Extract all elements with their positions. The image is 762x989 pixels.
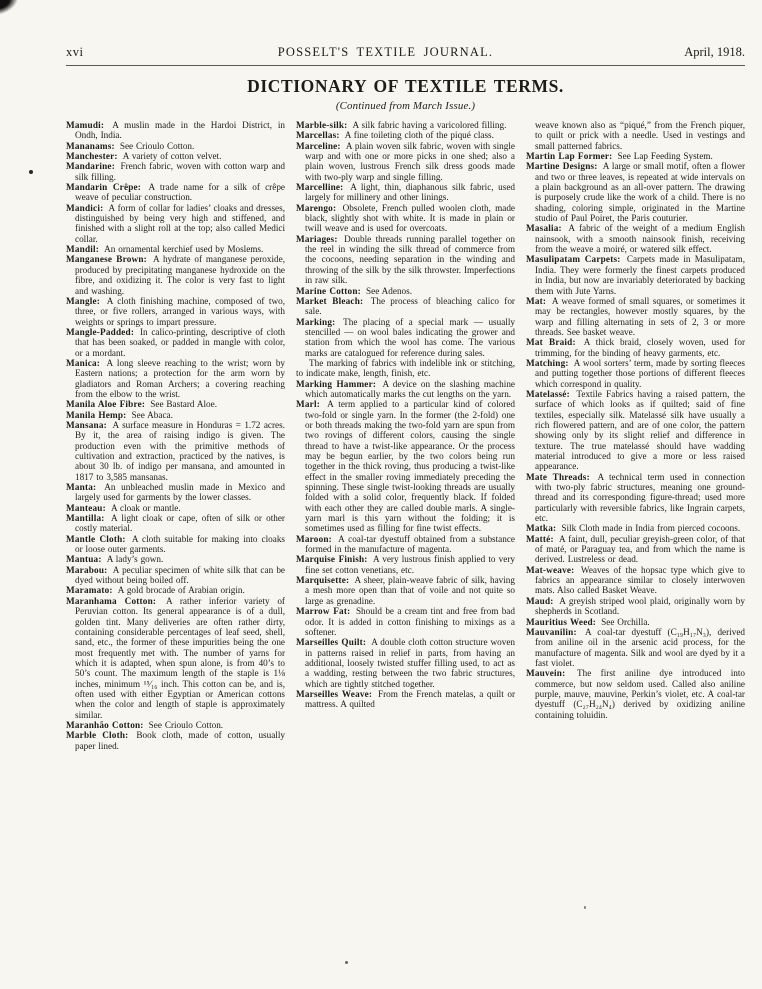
entry-definition: A cloth suitable for making into cloaks or loose outer garments.	[75, 533, 286, 555]
entry-term: Mandici:	[66, 202, 107, 213]
dictionary-entry	[296, 399, 515, 533]
text-column-3	[526, 120, 745, 751]
entry-term: Mauvein:	[526, 668, 575, 679]
dictionary-entry	[66, 203, 285, 244]
entry-term: Mansana:	[66, 419, 111, 430]
entry-definition: A light, thin, diaphanous silk fabric, used largely for millinery and other linings.	[305, 182, 515, 203]
entry-term: Manila Aloe Fibre:	[66, 399, 149, 410]
entry-term: Marble-silk:	[296, 120, 351, 130]
dictionary-entry	[296, 141, 515, 182]
dictionary-entry	[526, 296, 745, 337]
dictionary-entry	[526, 617, 745, 627]
dictionary-entry	[296, 534, 515, 555]
dictionary-entry	[66, 358, 285, 399]
entry-definition: A cloak or mantle.	[110, 502, 181, 513]
entry-definition: Weaves of the hopsac type which give to fabrics an appearance similar to closely interwoven mats. Also called Basket Weave.	[535, 564, 745, 596]
entry-definition: A muslin made in the Hardoi District, in Ondh, India.	[75, 120, 286, 141]
entry-term: Marseilles Weave:	[296, 688, 376, 699]
entry-term: Mandarin Crêpe:	[66, 182, 147, 193]
dictionary-entry	[296, 689, 515, 710]
entry-term: Mandarine:	[66, 161, 119, 172]
text-column-2	[296, 120, 515, 751]
entry-definition: See Crioulo Cotton.	[119, 140, 195, 151]
entry-term: Mate Threads:	[526, 471, 596, 482]
entry-definition: A double cloth cotton structure woven in patterns raised in relief in parts, from having an additional, loosely twisted stuffer filling used, to act as a wadding, resting between the two fabric structures, which are tightly stitched together.	[305, 637, 515, 689]
entry-definition: A long sleeve reaching to the wrist; worn by Eastern nations; a protection for the arm worn by gladiators and Roman Archers; a covering reaching from the elbow to the wrist.	[75, 357, 286, 399]
entry-definition: A gold brocade of Arabian origin.	[117, 585, 245, 596]
entry-term: Marquise Finish:	[296, 554, 371, 565]
dictionary-entry	[66, 399, 285, 409]
entry-term: Martine Designs:	[526, 161, 601, 172]
entry-definition: Should be a cream tint and free from bad odor. It is added in cotton finishing to mixings as a softener.	[305, 606, 515, 637]
entry-definition: An ornamental kerchief used by Moslems.	[104, 244, 264, 255]
entry-definition: Silk Cloth made in India from pierced cocoons.	[561, 523, 741, 534]
entry-definition: A thick braid, closely woven, used for trimming, for the binding of heavy garments, etc.	[535, 337, 746, 358]
entry-definition: A large or small motif, often a flower and two or three leaves, is repeated at wide intervals on a plain background as an all-over pattern. The drawing is purposely crude like the work of a child. There is no shading, coloring simple, originated in the Martine studio of Paul Poiret, the Paris couturier.	[535, 161, 745, 224]
entry-term: Mandil:	[66, 244, 103, 255]
dictionary-entry	[526, 358, 745, 389]
entry-term: Matching:	[526, 357, 572, 368]
dictionary-entry	[526, 254, 745, 295]
entry-definition: Carpets made in Masulipatam, India. They were formerly the finest carpets produced in India, but now are invariably deteriorated by backing them with Jute Yarns.	[535, 254, 745, 296]
entry-term: Matka:	[526, 523, 560, 534]
entry-definition: A coal-tar dyestuff obtained from a substance formed in the manufacture of magenta.	[305, 533, 516, 555]
entry-definition: Book cloth, made of cotton, usually paper lined.	[75, 730, 285, 751]
scan-artifact	[345, 961, 348, 964]
entry-term: Mantle Cloth:	[66, 533, 130, 544]
entry-definition: A very lustrous finish applied to very fine set cotton venetians, etc.	[305, 554, 515, 575]
entry-term: Marquisette:	[296, 575, 353, 586]
dictionary-entry	[66, 420, 285, 482]
dictionary-entry	[296, 296, 515, 317]
entry-term: Martin Lap Former:	[526, 151, 616, 162]
entry-definition: See Bastard Aloe.	[150, 399, 218, 410]
dictionary-entry	[66, 730, 285, 751]
entry-term: Masalia:	[526, 223, 567, 234]
entry-term: Mariages:	[296, 233, 343, 244]
dictionary-entry	[526, 161, 745, 223]
dictionary-entry	[296, 554, 515, 575]
entry-term: Marengo:	[296, 202, 341, 213]
entry-definition: Obsolete, French pulled woolen cloth, made black, slightly shot with white. It is made in plain or twill weave and is used for overcoats.	[305, 202, 515, 234]
scan-artifact	[584, 906, 586, 909]
entry-definition: An unbleached muslin made in Mexico and largely used for garments by the lower classes.	[75, 482, 285, 503]
entry-term: Marble Cloth:	[66, 730, 135, 741]
entry-definition: A variety of cotton velvet.	[122, 151, 222, 162]
dictionary-entry	[66, 565, 285, 586]
dictionary-entry	[526, 627, 745, 668]
dictionary-entry	[66, 482, 285, 503]
dictionary-entry	[66, 596, 285, 720]
entry-definition: Double threads running parallel together on the reel in winding the silk thread of commerce from the cocoons, needing separation in the winding and throwing of the silk by the silk throwster. Imperfections in raw silk.	[305, 233, 515, 286]
dictionary-entry	[296, 203, 515, 234]
dictionary-entry	[296, 120, 515, 130]
dictionary-entry	[296, 182, 515, 203]
entry-term: Manganese Brown:	[66, 254, 151, 265]
entry-definition: A device on the slashing machine which automatically marks the cut lengths on the yarn.	[305, 378, 515, 399]
entry-term: Mauvanilin:	[526, 626, 584, 637]
entry-term: Mat-weave:	[526, 564, 579, 575]
entry-definition: A greyish striped wool plaid, originally worn by shepherds in Scotland.	[535, 595, 745, 617]
entry-term: Marrow Fat:	[296, 606, 354, 617]
dictionary-entry	[526, 389, 745, 472]
entry-definition: A coal-tar dyestuff (C₁₉H₁₇N₃), derived from aniline oil in the arsenic acid process, for the manufacture of magenta. Silk and wool are dyed by it a fast violet.	[535, 626, 746, 668]
dictionary-entry	[526, 472, 745, 524]
dictionary-entry	[66, 585, 285, 595]
dictionary-entry	[296, 130, 515, 140]
dictionary-entry	[66, 182, 285, 203]
entry-term: Marabou:	[66, 564, 111, 575]
entry-definition: The marking of fabrics with indelible ink or stitching, to indicate make, length, finish, etc.	[296, 357, 515, 379]
entry-term: Marking:	[296, 316, 342, 327]
entry-term: Marseilles Quilt:	[296, 637, 370, 648]
entry-definition: A rather inferior variety of Peruvian cotton. Its general appearance is of a dull, golden tint. Many deliveries are often rather dirty, containing considerable percentages of leaf seed, shell, sand, etc., the former of these impurities being the one most frequently met with. The number of yarns for which it is adapted, when spun alone, is from 40’s to 50’s count. The maximum length of the staple is 1⅛ inches, minimum ¹⁵⁄₁₆ inch. This cotton can be, and is, often used with either Egyptian or American cottons when the color and length of staple is approximately similar.	[75, 595, 285, 720]
dictionary-entry	[66, 327, 285, 358]
issue-date: April, 1918.	[684, 45, 745, 59]
entry-definition: A light cloak or cape, often of silk or other costly material.	[75, 513, 285, 534]
dictionary-entry	[66, 141, 285, 151]
entry-definition: The process of bleaching calico for sale.	[305, 295, 515, 317]
entry-term: Mananams:	[66, 140, 118, 151]
dictionary-entry	[526, 596, 745, 617]
dictionary-entry	[66, 161, 285, 182]
entry-definition: A trade name for a silk of crêpe weave of peculiar construction.	[75, 182, 285, 203]
entry-definition: Textile Fabrics having a raised pattern, the surface of which looks as if quilted; said of fine textiles, especially silk. Matelassé silk have usually a rich flowered pattern, and are of one color, the pattern showing only by its slight relief and difference in texture. The true matelassé should have wadding material introduced to give a more or less raised appearance.	[535, 388, 746, 472]
entry-term: Matelassé:	[526, 388, 575, 399]
entry-definition: A wool sorters’ term, made by sorting fleeces and putting together those portions of different fleeces which correspond in quality.	[535, 357, 745, 389]
dictionary-entry	[296, 317, 515, 358]
dictionary-entry	[296, 234, 515, 286]
dictionary-entry	[296, 637, 515, 689]
entry-term: Marceline:	[296, 140, 344, 151]
dictionary-entry	[66, 513, 285, 534]
dictionary-entry	[66, 534, 285, 555]
entry-definition: A form of collar for ladies’ cloaks and dresses, distinguished by being very high and stiffened, and finished with a slight roll at the top; also called Medici collar.	[75, 202, 285, 244]
scan-artifact	[29, 170, 33, 174]
entry-term: Mangle:	[66, 295, 105, 306]
entry-definition: weave known also as “piqué,” from the French piquer, to quilt or prick with a needle. Used in vestings and small patterned fabrics.	[535, 120, 745, 151]
entry-definition: A technical term used in connection with two-ply fabric structures, meaning one ground-thread and its corresponding figure-thread; used more particularly with reversible fabrics, like Ingrain carpets, etc.	[535, 471, 745, 524]
entry-definition: See Lap Feeding System.	[617, 151, 713, 162]
entry-definition: See Abaca.	[131, 409, 173, 420]
entry-term: Mantilla:	[66, 513, 109, 524]
header-rule	[66, 65, 745, 66]
entry-definition: The first aniline dye introduced into commerce, but now seldom used. Called also aniline purple, mauve, mauvine, Perkin’s violet, etc. A coal-tar dyestuff (C₂₇H₂₄N₄) derived by oxidizing aniline containing toluidin.	[535, 668, 745, 720]
entry-term: Mamudi:	[66, 120, 111, 130]
entry-definition: A lady’s gown.	[106, 554, 164, 565]
entry-definition: French fabric, woven with cotton warp and silk filling.	[75, 161, 285, 182]
dictionary-entry	[66, 254, 285, 295]
entry-term: Manta:	[66, 482, 103, 493]
dictionary-entry	[66, 554, 285, 564]
entry-definition: From the French matelas, a quilt or mattress. A quilted	[305, 688, 515, 710]
entry-term: Manila Hemp:	[66, 409, 130, 420]
dictionary-columns	[66, 120, 745, 751]
dictionary-entry	[296, 575, 515, 606]
entry-definition: A term applied to a particular kind of colored two-fold or single yarn. In the former (the 2-fold) one or both threads making the two-fold yarn are spun from two rovings of different colors, causing the single thread to have a twist-like appearance. Or the process may be begun earlier, by the two colors being run together in the thick roving, thus producing a twist-like effect in the smaller roving immediately preceding the spinning. These single twist-looking threads are usually folded with a solid color, frequently black. If folded with each other they are called double marls. A single-yarn marl is this yarn without the folding; it is sometimes used as filling for fine twist effects.	[305, 399, 516, 534]
article-title: DICTIONARY OF TEXTILE TERMS.	[247, 76, 564, 96]
dictionary-entry	[526, 565, 745, 596]
entry-term: Maramato:	[66, 585, 116, 596]
entry-definition: See Orchilla.	[601, 616, 650, 627]
dictionary-entry	[296, 286, 515, 296]
page-number: xvi	[66, 45, 84, 59]
page-header	[66, 45, 745, 60]
dictionary-entry	[66, 720, 285, 730]
dictionary-entry	[296, 606, 515, 637]
dictionary-entry	[526, 337, 745, 358]
article-subtitle: (Continued from March Issue.)	[335, 100, 476, 112]
dictionary-entry	[526, 534, 745, 565]
entry-definition: A fabric of the weight of a medium English nainsook, with a smooth nainsook finish, receiving from the weave a moiré, or watered silk effect.	[535, 223, 745, 255]
entry-definition: A cloth finishing machine, composed of two, three, or five rollers, arranged in various ways, with weights or springs to impart pressure.	[75, 295, 286, 327]
entry-definition: See Crioulo Cotton.	[148, 719, 224, 730]
entry-definition: A plain woven silk fabric, woven with single warp and with one or more picks in one shed; also a plain woven, lustrous French silk dress goods made with two-ply warp and single filling.	[305, 140, 515, 182]
entry-term: Maranhama Cotton:	[66, 595, 165, 606]
entry-definition: In calico-printing, descriptive of cloth that has been soaked, or padded in mangle with color, or a mordant.	[75, 326, 286, 358]
entry-definition: A sheer, plain-weave fabric of silk, having a mesh more open than that of voile and not quite so large as grenadine.	[305, 575, 515, 606]
entry-definition: A peculiar specimen of white silk that can be dyed without being boiled off.	[75, 564, 285, 586]
entry-term: Mat:	[526, 295, 550, 306]
entry-term: Marine Cotton:	[296, 285, 364, 296]
dictionary-entry	[66, 296, 285, 327]
entry-term: Maroon:	[296, 533, 337, 544]
text-column-1	[66, 120, 285, 751]
dictionary-entry	[526, 223, 745, 254]
dictionary-entry	[66, 503, 285, 513]
dictionary-entry	[66, 120, 285, 141]
entry-term: Masulipatam Carpets:	[526, 254, 625, 265]
entry-term: Manteau:	[66, 502, 109, 513]
entry-definition: See Adenos.	[366, 285, 413, 296]
dictionary-entry	[66, 244, 285, 254]
dictionary-entry	[526, 151, 745, 161]
entry-term: Mangle-Padded:	[66, 326, 138, 337]
dictionary-entry	[66, 410, 285, 420]
entry-term: Marcellas:	[296, 130, 343, 141]
entry-definition: A faint, dull, peculiar greyish-green color, of that of maté, or Paraguay tea, and from which the name is derived. Lustreless or dead.	[535, 533, 745, 565]
entry-term: Marking Hammer:	[296, 378, 381, 389]
entry-definition: A surface measure in Honduras = 1.72 acres. By it, the area of raising indigo is given. The production even with the primitive methods of cultivation and extraction, practiced by the natives, is about 30 lb. of indigo per mansana, and amounted in 1817 to 3,585 mansanas.	[75, 419, 285, 482]
entry-term: Matté:	[526, 533, 558, 544]
entry-term: Maranhão Cotton:	[66, 719, 147, 730]
entry-term: Manica:	[66, 357, 105, 368]
dictionary-entry	[526, 668, 745, 720]
journal-title: POSSELT'S TEXTILE JOURNAL.	[277, 45, 494, 59]
entry-term: Manchester:	[66, 151, 121, 162]
entry-definition: The placing of a special mark — usually stencilled — on wool bales indicating the grower and station from which the wool has come. The various marks are catalogued for reference during sales.	[305, 316, 516, 358]
entry-term: Mauritius Weed:	[526, 616, 600, 627]
entry-definition: A fine toileting cloth of the piqué class.	[344, 130, 494, 141]
entry-definition: A hydrate of manganese peroxide, produced by precipitating manganese hydroxide on the fibre, and oxidizing it. The color is very fast to light and washing.	[75, 254, 285, 296]
entry-term: Maud:	[526, 595, 558, 606]
entry-definition: A weave formed of small squares, or sometimes it may be rectangles, however mostly squares, by the warp and filling alternating in sets of 2, 3 or more threads. See basket weave.	[535, 295, 746, 337]
entry-term: Marl:	[296, 399, 326, 410]
entry-term: Mantua:	[66, 554, 105, 565]
dictionary-entry	[526, 523, 745, 533]
dictionary-entry	[66, 151, 285, 161]
entry-term: Market Bleach:	[296, 295, 369, 306]
entry-term: Mat Braid:	[526, 337, 582, 348]
entry-term: Marcelline:	[296, 182, 349, 193]
dictionary-entry-continuation	[526, 120, 745, 151]
dictionary-entry	[296, 379, 515, 400]
dictionary-entry-continuation	[296, 358, 515, 379]
entry-definition: A silk fabric having a varicolored filling.	[352, 120, 507, 130]
